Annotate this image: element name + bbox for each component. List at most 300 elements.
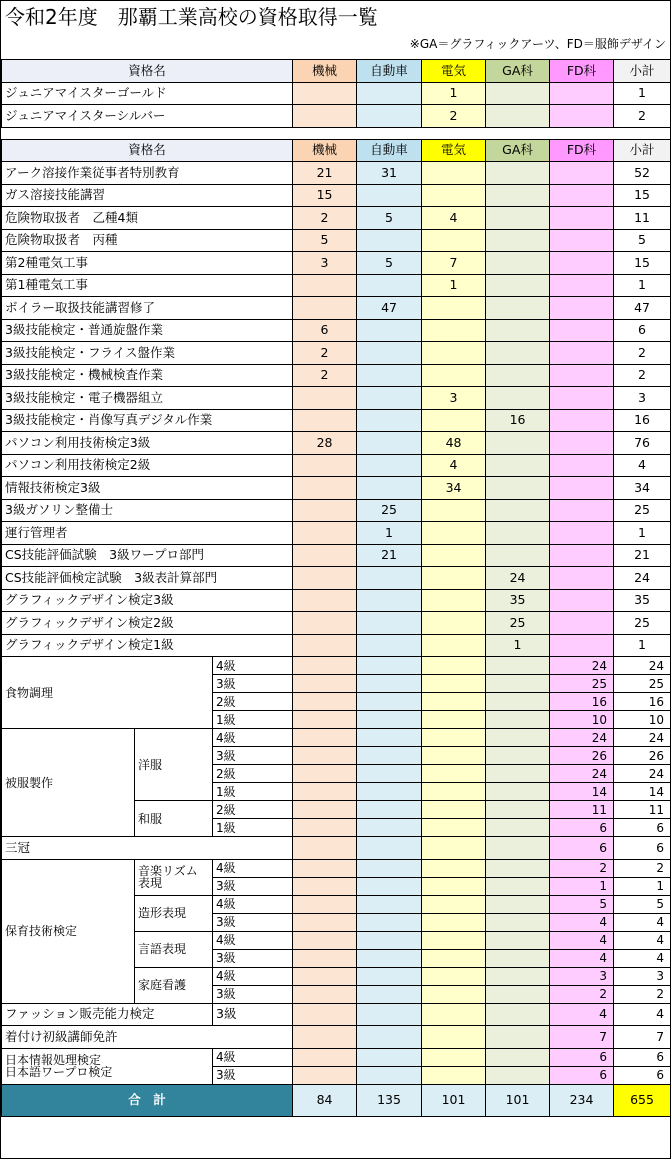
cell-ga (486, 229, 550, 252)
cell-kikai (293, 387, 357, 410)
cell-kikai (293, 985, 357, 1003)
cell-subtotal: 25 (614, 499, 671, 522)
cell-kikai (293, 877, 357, 895)
cell-ga (486, 1066, 550, 1084)
table-row (2, 229, 671, 252)
cell-ga (486, 184, 550, 207)
cell-jidosha (357, 913, 422, 931)
cell-denki (422, 342, 486, 365)
cell-fd (550, 297, 614, 320)
qualification-name: 3級技能検定・機械検査作業 (2, 364, 293, 387)
cell-ga (486, 801, 550, 819)
cell-fd: 16 (550, 693, 614, 711)
table-row (2, 1003, 671, 1026)
grade-cell: 4級 (213, 931, 293, 949)
cell-ga (486, 432, 550, 455)
cell-ga (486, 387, 550, 410)
qualification-name: 保育技術検定 (2, 859, 135, 1003)
cell-jidosha (357, 895, 422, 913)
cell-kikai (293, 82, 357, 105)
cell-denki: 7 (422, 252, 486, 275)
cell-jidosha (357, 675, 422, 693)
cell-ga (486, 985, 550, 1003)
cell-kikai (293, 1048, 357, 1066)
cell-subtotal: 4 (614, 1003, 671, 1026)
qualification-name: 3級技能検定・肖像写真デジタル作業 (2, 409, 293, 432)
cell-jidosha (357, 967, 422, 985)
cell-ga (486, 949, 550, 967)
qualification-name: 三冠 (2, 837, 293, 860)
cell-subtotal: 5 (614, 895, 671, 913)
cell-ga (486, 711, 550, 729)
cell-ga: 25 (486, 612, 550, 635)
qualification-name: ジュニアマイスターシルバー (2, 105, 293, 128)
grade-cell: 2級 (213, 765, 293, 783)
cell-ga (486, 1048, 550, 1066)
total-row (2, 1084, 671, 1116)
cell-ga (486, 499, 550, 522)
cell-denki: 48 (422, 432, 486, 455)
cell-kikai (293, 819, 357, 837)
cell-fd: 4 (550, 913, 614, 931)
cell-kikai (293, 711, 357, 729)
cell-fd: 7 (550, 1026, 614, 1049)
cell-subtotal: 24 (614, 729, 671, 747)
table-row (2, 612, 671, 635)
cell-subtotal: 4 (614, 913, 671, 931)
cell-jidosha: 25 (357, 499, 422, 522)
cell-ga (486, 837, 550, 860)
cell-jidosha (357, 184, 422, 207)
cell-kikai (293, 297, 357, 320)
cell-denki: 4 (422, 207, 486, 230)
cell-fd (550, 387, 614, 410)
table-row (2, 859, 671, 877)
cell-ga (486, 252, 550, 275)
cell-fd: 2 (550, 985, 614, 1003)
grade-cell: 1級 (213, 783, 293, 801)
cell-denki (422, 319, 486, 342)
qualification-name: ファッション販売能力検定 (2, 1003, 213, 1026)
cell-jidosha: 31 (357, 162, 422, 185)
cell-kikai (293, 409, 357, 432)
grade-cell: 4級 (213, 859, 293, 877)
qualification-name: 被服製作 (2, 729, 135, 837)
cell-kikai (293, 1026, 357, 1049)
cell-denki (422, 522, 486, 545)
cell-subtotal: 24 (614, 567, 671, 590)
cell-ga (486, 544, 550, 567)
cell-kikai (293, 967, 357, 985)
cell-subtotal: 35 (614, 589, 671, 612)
table-row (2, 364, 671, 387)
cell-ga: 16 (486, 409, 550, 432)
cell-jidosha: 47 (357, 297, 422, 320)
cell-denki (422, 967, 486, 985)
grade-cell: 4級 (213, 895, 293, 913)
header-jidosha: 自動車 (357, 139, 422, 162)
cell-jidosha (357, 747, 422, 765)
cell-jidosha (357, 454, 422, 477)
cell-jidosha (357, 1066, 422, 1084)
cell-subtotal: 6 (614, 819, 671, 837)
cell-fd (550, 567, 614, 590)
cell-denki (422, 931, 486, 949)
grade-cell: 2級 (213, 801, 293, 819)
cell-subtotal: 3 (614, 387, 671, 410)
cell-fd: 4 (550, 931, 614, 949)
cell-jidosha (357, 783, 422, 801)
cell-subtotal: 6 (614, 837, 671, 860)
cell-jidosha (357, 387, 422, 410)
spacer-row (2, 127, 671, 139)
cell-denki (422, 364, 486, 387)
header-subtotal: 小計 (614, 139, 671, 162)
cell-subtotal: 34 (614, 477, 671, 500)
cell-subtotal: 6 (614, 1066, 671, 1084)
cell-subtotal: 2 (614, 985, 671, 1003)
cell-fd (550, 229, 614, 252)
cell-kikai (293, 477, 357, 500)
cell-ga (486, 364, 550, 387)
cell-fd: 1 (550, 877, 614, 895)
cell-ga (486, 1026, 550, 1049)
cell-kikai: 3 (293, 252, 357, 275)
cell-ga (486, 454, 550, 477)
cell-fd: 6 (550, 1066, 614, 1084)
cell-jidosha (357, 567, 422, 590)
cell-fd (550, 612, 614, 635)
grade-cell: 1級 (213, 711, 293, 729)
cell-subtotal: 15 (614, 252, 671, 275)
qualification-name: アーク溶接作業従事者特別教育 (2, 162, 293, 185)
qualification-name: CS技能評価検定試験 3級表計算部門 (2, 567, 293, 590)
total-jidosha: 135 (357, 1084, 422, 1116)
cell-jidosha (357, 82, 422, 105)
cell-subtotal: 16 (614, 409, 671, 432)
cell-jidosha (357, 432, 422, 455)
cell-kikai (293, 612, 357, 635)
cell-fd (550, 184, 614, 207)
cell-subtotal: 14 (614, 783, 671, 801)
cell-fd: 3 (550, 967, 614, 985)
cell-fd (550, 105, 614, 128)
cell-kikai (293, 634, 357, 657)
cell-denki (422, 949, 486, 967)
cell-denki (422, 801, 486, 819)
cell-denki (422, 657, 486, 675)
sub-category: 造形表現 (135, 895, 213, 931)
grade-cell: 3級 (213, 747, 293, 765)
table-row (2, 589, 671, 612)
cell-denki (422, 229, 486, 252)
sub-category: 和服 (135, 801, 213, 837)
cell-ga (486, 693, 550, 711)
table-row (2, 657, 671, 675)
table-row (2, 342, 671, 365)
cell-ga: 24 (486, 567, 550, 590)
qualification-name: 着付け初級講師免許 (2, 1026, 293, 1049)
cell-fd (550, 409, 614, 432)
cell-jidosha (357, 409, 422, 432)
cell-subtotal: 52 (614, 162, 671, 185)
grade-cell: 3級 (213, 877, 293, 895)
cell-denki: 1 (422, 274, 486, 297)
cell-subtotal: 16 (614, 693, 671, 711)
cell-fd (550, 364, 614, 387)
header-subtotal: 小計 (614, 60, 671, 83)
cell-denki: 2 (422, 105, 486, 128)
cell-denki: 3 (422, 387, 486, 410)
cell-kikai (293, 747, 357, 765)
cell-ga (486, 859, 550, 877)
grade-cell: 3級 (213, 1066, 293, 1084)
cell-subtotal: 6 (614, 1048, 671, 1066)
cell-denki (422, 913, 486, 931)
cell-fd: 14 (550, 783, 614, 801)
cell-jidosha (357, 1048, 422, 1066)
cell-kikai (293, 675, 357, 693)
cell-denki (422, 985, 486, 1003)
grade-cell: 3級 (213, 1003, 293, 1026)
table-row (2, 1048, 671, 1066)
cell-subtotal: 21 (614, 544, 671, 567)
qualification-table (1, 59, 671, 1117)
cell-jidosha (357, 765, 422, 783)
header-denki: 電気 (422, 60, 486, 83)
table-row (2, 634, 671, 657)
cell-jidosha (357, 589, 422, 612)
cell-subtotal: 25 (614, 612, 671, 635)
table-row (2, 297, 671, 320)
qualification-name: 3級ガソリン整備士 (2, 499, 293, 522)
qualification-name: 運行管理者 (2, 522, 293, 545)
cell-denki (422, 297, 486, 320)
cell-jidosha (357, 274, 422, 297)
cell-denki (422, 747, 486, 765)
cell-fd: 4 (550, 949, 614, 967)
cell-subtotal: 6 (614, 319, 671, 342)
cell-subtotal: 1 (614, 634, 671, 657)
cell-jidosha (357, 1026, 422, 1049)
cell-kikai (293, 765, 357, 783)
cell-subtotal: 1 (614, 82, 671, 105)
cell-kikai (293, 454, 357, 477)
cell-kikai (293, 1066, 357, 1084)
grade-cell: 3級 (213, 949, 293, 967)
cell-jidosha (357, 877, 422, 895)
cell-fd (550, 162, 614, 185)
qualification-name: 3級技能検定・普通旋盤作業 (2, 319, 293, 342)
cell-ga (486, 657, 550, 675)
header-name: 資格名 (2, 139, 293, 162)
qualification-name: 第2種電気工事 (2, 252, 293, 275)
cell-fd (550, 589, 614, 612)
cell-fd (550, 82, 614, 105)
qualification-name: 3級技能検定・フライス盤作業 (2, 342, 293, 365)
cell-kikai (293, 729, 357, 747)
cell-ga (486, 747, 550, 765)
cell-jidosha: 21 (357, 544, 422, 567)
cell-fd: 24 (550, 765, 614, 783)
cell-fd (550, 274, 614, 297)
cell-jidosha (357, 105, 422, 128)
sub-category: 音楽リズム表現 (135, 859, 213, 895)
cell-fd (550, 499, 614, 522)
qualification-name: 情報技術検定3級 (2, 477, 293, 500)
table-row (2, 454, 671, 477)
qualification-name (2, 1048, 213, 1084)
cell-denki (422, 1066, 486, 1084)
table-row (2, 1026, 671, 1049)
table-row (2, 162, 671, 185)
cell-jidosha (357, 319, 422, 342)
cell-subtotal: 2 (614, 342, 671, 365)
qualification-name: ガス溶接技能講習 (2, 184, 293, 207)
grade-cell: 3級 (213, 675, 293, 693)
cell-jidosha (357, 819, 422, 837)
grade-cell: 4級 (213, 967, 293, 985)
cell-fd (550, 477, 614, 500)
header-ga: GA科 (486, 60, 550, 83)
cell-jidosha (357, 949, 422, 967)
cell-denki (422, 612, 486, 635)
cell-ga (486, 297, 550, 320)
cell-jidosha (357, 342, 422, 365)
table-row (2, 274, 671, 297)
table-body (2, 60, 671, 1117)
table-row (2, 82, 671, 105)
cell-denki (422, 184, 486, 207)
table-row (2, 837, 671, 860)
cell-fd: 24 (550, 729, 614, 747)
header-row (2, 60, 671, 83)
header-name: 資格名 (2, 60, 293, 83)
header-row (2, 139, 671, 162)
total-ga: 101 (486, 1084, 550, 1116)
cell-denki: 4 (422, 454, 486, 477)
cell-ga (486, 729, 550, 747)
sub-category: 言語表現 (135, 931, 213, 967)
cell-kikai: 15 (293, 184, 357, 207)
total-subtotal: 655 (614, 1084, 671, 1116)
cell-denki (422, 1026, 486, 1049)
cell-ga (486, 931, 550, 949)
cell-denki (422, 877, 486, 895)
cell-fd (550, 522, 614, 545)
cell-kikai: 21 (293, 162, 357, 185)
cell-ga (486, 207, 550, 230)
grade-cell: 2級 (213, 693, 293, 711)
cell-denki (422, 783, 486, 801)
qualification-name: ジュニアマイスターゴールド (2, 82, 293, 105)
qualification-name: ボイラー取扱技能講習修了 (2, 297, 293, 320)
cell-kikai (293, 931, 357, 949)
cell-subtotal: 11 (614, 801, 671, 819)
table-row (2, 105, 671, 128)
cell-ga (486, 913, 550, 931)
cell-ga (486, 895, 550, 913)
table-row (2, 567, 671, 590)
total-kikai: 84 (293, 1084, 357, 1116)
sub-category: 洋服 (135, 729, 213, 801)
cell-denki (422, 409, 486, 432)
cell-ga: 1 (486, 634, 550, 657)
cell-jidosha (357, 801, 422, 819)
table-row (2, 499, 671, 522)
cell-kikai (293, 895, 357, 913)
cell-fd: 4 (550, 1003, 614, 1026)
cell-kikai (293, 589, 357, 612)
cell-denki (422, 544, 486, 567)
grade-cell: 3級 (213, 913, 293, 931)
cell-ga (486, 522, 550, 545)
cell-subtotal: 11 (614, 207, 671, 230)
cell-fd (550, 634, 614, 657)
cell-ga (486, 82, 550, 105)
cell-subtotal: 1 (614, 274, 671, 297)
cell-fd: 6 (550, 819, 614, 837)
cell-subtotal: 1 (614, 877, 671, 895)
cell-ga (486, 319, 550, 342)
cell-fd: 2 (550, 859, 614, 877)
cell-subtotal: 2 (614, 105, 671, 128)
cell-jidosha (357, 657, 422, 675)
cell-ga (486, 274, 550, 297)
header-fd: FD科 (550, 139, 614, 162)
grade-cell: 4級 (213, 657, 293, 675)
cell-kikai (293, 859, 357, 877)
cell-ga: 35 (486, 589, 550, 612)
cell-denki: 1 (422, 82, 486, 105)
cell-denki (422, 499, 486, 522)
cell-kikai (293, 783, 357, 801)
table-row (2, 319, 671, 342)
cell-jidosha: 5 (357, 207, 422, 230)
cell-fd: 6 (550, 837, 614, 860)
qualification-name: 危険物取扱者 乙種4類 (2, 207, 293, 230)
cell-subtotal: 47 (614, 297, 671, 320)
cell-fd (550, 454, 614, 477)
cell-jidosha (357, 859, 422, 877)
cell-subtotal: 25 (614, 675, 671, 693)
grade-cell: 4級 (213, 729, 293, 747)
cell-kikai (293, 1003, 357, 1026)
table-row (2, 544, 671, 567)
cell-ga (486, 877, 550, 895)
abbreviation-note: ※GA＝グラフィックアーツ、FD＝服飾デザイン (409, 37, 666, 51)
cell-ga (486, 1003, 550, 1026)
cell-jidosha: 1 (357, 522, 422, 545)
cell-jidosha (357, 837, 422, 860)
qualification-name: パソコン利用技術検定2級 (2, 454, 293, 477)
cell-subtotal: 3 (614, 967, 671, 985)
cell-denki (422, 1048, 486, 1066)
cell-jidosha (357, 729, 422, 747)
header-ga: GA科 (486, 139, 550, 162)
cell-denki (422, 711, 486, 729)
table-row (2, 432, 671, 455)
cell-jidosha (357, 229, 422, 252)
header-kikai: 機械 (293, 60, 357, 83)
cell-subtotal: 7 (614, 1026, 671, 1049)
header-kikai: 機械 (293, 139, 357, 162)
qualification-name: グラフィックデザイン検定3級 (2, 589, 293, 612)
cell-kikai: 6 (293, 319, 357, 342)
total-denki: 101 (422, 1084, 486, 1116)
cell-fd (550, 432, 614, 455)
cell-kikai (293, 522, 357, 545)
